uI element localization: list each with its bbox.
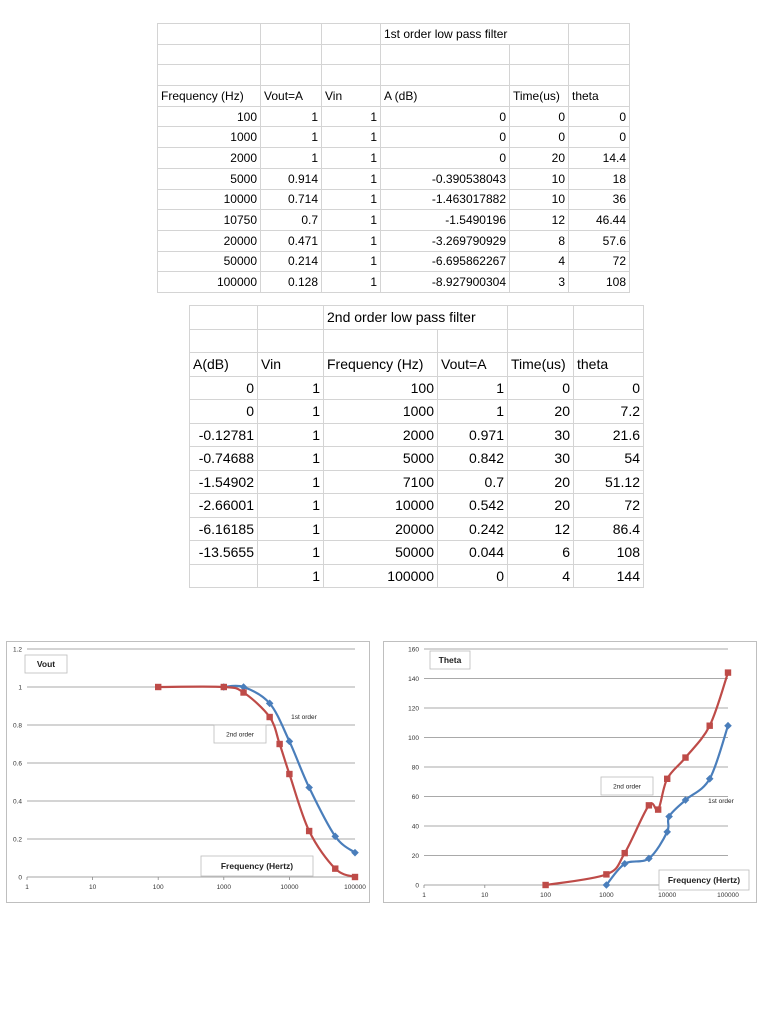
header-row xyxy=(158,86,630,107)
data-point xyxy=(332,865,338,871)
chart-title: Theta xyxy=(438,654,462,665)
table-cell: 18 xyxy=(569,168,630,189)
table-cell: 4 xyxy=(508,564,574,588)
empty-cell xyxy=(569,44,630,65)
data-point xyxy=(603,871,609,877)
empty-cell xyxy=(574,329,644,353)
table-cell: 72 xyxy=(574,494,644,518)
table-row xyxy=(158,230,630,251)
data-point xyxy=(655,806,661,812)
title-row xyxy=(158,24,630,45)
empty-cell xyxy=(438,329,508,353)
empty-cell xyxy=(261,65,322,86)
table-row xyxy=(190,564,644,588)
table-cell: -8.927900304 xyxy=(381,272,510,293)
table-cell: 1 xyxy=(322,210,381,231)
table-cell: 1 xyxy=(258,376,324,400)
table-cell: 0 xyxy=(508,376,574,400)
header-row xyxy=(190,353,644,377)
first-order-table xyxy=(157,23,630,293)
y-tick-label: 0 xyxy=(18,874,22,882)
x-tick-label: 1000 xyxy=(216,884,232,891)
table-cell: 0 xyxy=(190,400,258,424)
table-row xyxy=(190,470,644,494)
empty-cell xyxy=(381,44,510,65)
table-cell xyxy=(190,564,258,588)
table-cell: 5000 xyxy=(158,168,261,189)
empty-cell xyxy=(508,306,574,330)
table-cell: 30 xyxy=(508,447,574,471)
series-label: 2nd order xyxy=(226,731,254,739)
data-point xyxy=(286,771,292,777)
empty-cell xyxy=(510,65,569,86)
table-cell: 0.971 xyxy=(438,423,508,447)
table-row xyxy=(158,127,630,148)
table-cell: 8 xyxy=(510,230,569,251)
table-cell: 1 xyxy=(322,189,381,210)
empty-cell xyxy=(569,65,630,86)
x-axis-label: Frequency (Hertz) xyxy=(220,860,294,871)
table-cell: -1.5490196 xyxy=(381,210,510,231)
table-cell: -0.74688 xyxy=(190,447,258,471)
data-point xyxy=(240,689,246,695)
chart-border xyxy=(7,642,370,903)
table-cell: 1 xyxy=(322,272,381,293)
empty-cell xyxy=(158,44,261,65)
data-point xyxy=(646,802,652,808)
table-cell: 1 xyxy=(438,376,508,400)
table-row xyxy=(158,251,630,272)
empty-cell xyxy=(322,24,381,45)
table-row xyxy=(158,189,630,210)
y-tick-label: 40 xyxy=(411,823,419,831)
table-cell: 21.6 xyxy=(574,423,644,447)
table-cell: -6.695862267 xyxy=(381,251,510,272)
table-cell: 1 xyxy=(322,106,381,127)
column-header: theta xyxy=(574,353,644,377)
theta-chart xyxy=(383,641,757,903)
data-point xyxy=(622,850,628,856)
table-cell: 1 xyxy=(258,423,324,447)
data-point xyxy=(706,723,712,729)
table-cell: 12 xyxy=(510,210,569,231)
table-row xyxy=(158,148,630,169)
table-cell: 0 xyxy=(381,106,510,127)
y-tick-label: 80 xyxy=(411,764,419,772)
table-cell: 0 xyxy=(381,127,510,148)
table-cell: 50000 xyxy=(324,541,438,565)
table-cell: 1 xyxy=(261,148,322,169)
x-tick-label: 10 xyxy=(88,884,97,891)
table-cell: 12 xyxy=(508,517,574,541)
table-cell: -2.66001 xyxy=(190,494,258,518)
table-cell: 54 xyxy=(574,447,644,471)
table-cell: 0.7 xyxy=(261,210,322,231)
x-tick-label: 10 xyxy=(481,892,489,899)
table-cell: 2000 xyxy=(324,423,438,447)
table-row xyxy=(190,400,644,424)
empty-cell xyxy=(322,65,381,86)
table-cell: 1 xyxy=(258,541,324,565)
table-cell: 3 xyxy=(510,272,569,293)
x-tick-label: 10000 xyxy=(658,892,677,899)
table-cell: -0.12781 xyxy=(190,423,258,447)
y-tick-label: 100 xyxy=(408,735,419,742)
table-row xyxy=(190,423,644,447)
column-header: Vout=A xyxy=(261,86,322,107)
chart-border xyxy=(384,642,757,903)
column-header: Frequency (Hz) xyxy=(158,86,261,107)
table-cell: 1 xyxy=(322,230,381,251)
table-cell: 50000 xyxy=(158,251,261,272)
table-cell: -13.5655 xyxy=(190,541,258,565)
table-row xyxy=(158,168,630,189)
table-row xyxy=(190,376,644,400)
empty-cell xyxy=(569,24,630,45)
table-row xyxy=(190,447,644,471)
blank-row xyxy=(190,329,644,353)
x-tick-label: 1 xyxy=(422,892,426,899)
table-row xyxy=(158,106,630,127)
table-cell: 100000 xyxy=(158,272,261,293)
chart-title: Vout xyxy=(36,658,56,669)
data-point xyxy=(221,684,227,690)
empty-cell xyxy=(510,44,569,65)
table-cell: 1 xyxy=(438,400,508,424)
title-row xyxy=(190,306,644,330)
table-cell: 1 xyxy=(258,517,324,541)
empty-cell xyxy=(261,24,322,45)
table-cell: 86.4 xyxy=(574,517,644,541)
table-cell: 1000 xyxy=(324,400,438,424)
table-row xyxy=(190,494,644,518)
table-cell: 0.714 xyxy=(261,189,322,210)
column-header: Time(us) xyxy=(510,86,569,107)
table-row xyxy=(190,541,644,565)
table-title: 1st order low pass filter xyxy=(381,24,569,45)
column-header: theta xyxy=(569,86,630,107)
table-cell: 6 xyxy=(508,541,574,565)
y-tick-label: 1 xyxy=(18,684,22,692)
table-cell: 0 xyxy=(510,106,569,127)
empty-cell xyxy=(158,65,261,86)
table-cell: 0.914 xyxy=(261,168,322,189)
x-tick-label: 100000 xyxy=(344,884,366,891)
empty-cell xyxy=(508,329,574,353)
data-point xyxy=(352,874,358,880)
x-axis-label: Frequency (Hertz) xyxy=(667,874,741,885)
table-cell: 0 xyxy=(574,376,644,400)
table-cell: 1 xyxy=(322,127,381,148)
table-cell: -6.16185 xyxy=(190,517,258,541)
table-cell: 1 xyxy=(258,400,324,424)
data-point xyxy=(266,714,272,720)
table-cell: 7.2 xyxy=(574,400,644,424)
table-cell: 1 xyxy=(258,447,324,471)
y-tick-label: 0.8 xyxy=(12,722,22,730)
table-cell: 0 xyxy=(381,148,510,169)
series-label: 2nd order xyxy=(613,783,641,791)
blank-row xyxy=(158,65,630,86)
table-cell: 51.12 xyxy=(574,470,644,494)
table-cell: 0.044 xyxy=(438,541,508,565)
table-cell: 57.6 xyxy=(569,230,630,251)
data-point xyxy=(276,741,282,747)
table-cell: 20 xyxy=(508,470,574,494)
empty-cell xyxy=(381,65,510,86)
table-cell: 108 xyxy=(574,541,644,565)
empty-cell xyxy=(574,306,644,330)
y-tick-label: 140 xyxy=(408,676,419,683)
table-cell: 10000 xyxy=(158,189,261,210)
table-cell: 0.7 xyxy=(438,470,508,494)
table-row xyxy=(158,272,630,293)
column-header: A (dB) xyxy=(381,86,510,107)
table-cell: -1.54902 xyxy=(190,470,258,494)
table-cell: 1 xyxy=(258,470,324,494)
x-tick-label: 1 xyxy=(25,884,29,891)
empty-cell xyxy=(258,306,324,330)
table-cell: 1 xyxy=(258,494,324,518)
table-cell: 2000 xyxy=(158,148,261,169)
y-tick-label: 1.2 xyxy=(12,646,22,654)
table-cell: 4 xyxy=(510,251,569,272)
table-cell: 0 xyxy=(190,376,258,400)
series-label: 1st order xyxy=(708,798,734,805)
table-cell: -0.390538043 xyxy=(381,168,510,189)
table-cell: 46.44 xyxy=(569,210,630,231)
x-tick-label: 1000 xyxy=(599,892,614,899)
column-header: Vin xyxy=(322,86,381,107)
data-point xyxy=(682,754,688,760)
table-cell: 20 xyxy=(508,400,574,424)
table-cell: 20000 xyxy=(324,517,438,541)
table-cell: 14.4 xyxy=(569,148,630,169)
table-cell: 0.242 xyxy=(438,517,508,541)
second-order-table xyxy=(189,305,644,588)
empty-cell xyxy=(324,329,438,353)
empty-cell xyxy=(190,306,258,330)
table-cell: 20 xyxy=(510,148,569,169)
table-cell: 0 xyxy=(438,564,508,588)
table-cell: 100 xyxy=(158,106,261,127)
empty-cell xyxy=(261,44,322,65)
table-cell: 1 xyxy=(322,148,381,169)
column-header: Frequency (Hz) xyxy=(324,353,438,377)
table-cell: 1 xyxy=(261,127,322,148)
table-cell: 1 xyxy=(322,168,381,189)
y-tick-label: 0.6 xyxy=(12,760,22,768)
table-cell: 108 xyxy=(569,272,630,293)
data-point xyxy=(155,684,161,690)
table-cell: 1 xyxy=(258,564,324,588)
data-point xyxy=(725,669,731,675)
y-tick-label: 120 xyxy=(408,705,419,713)
table-cell: 100000 xyxy=(324,564,438,588)
table-cell: 72 xyxy=(569,251,630,272)
table-cell: 0 xyxy=(569,106,630,127)
x-tick-label: 100 xyxy=(540,892,552,899)
vout-chart xyxy=(6,641,370,903)
table-cell: 20000 xyxy=(158,230,261,251)
column-header: A(dB) xyxy=(190,353,258,377)
table-row xyxy=(158,210,630,231)
table-cell: 20 xyxy=(508,494,574,518)
empty-cell xyxy=(158,24,261,45)
data-point xyxy=(664,776,670,782)
column-header: Time(us) xyxy=(508,353,574,377)
table-cell: 100 xyxy=(324,376,438,400)
y-tick-label: 160 xyxy=(408,646,419,654)
blank-row xyxy=(158,44,630,65)
table-cell: 144 xyxy=(574,564,644,588)
y-tick-label: 20 xyxy=(411,853,419,860)
table-cell: 0.542 xyxy=(438,494,508,518)
column-header: Vout=A xyxy=(438,353,508,377)
empty-cell xyxy=(190,329,258,353)
table-cell: -1.463017882 xyxy=(381,189,510,210)
table-title: 2nd order low pass filter xyxy=(324,306,508,330)
data-point xyxy=(306,828,312,834)
table-cell: 1000 xyxy=(158,127,261,148)
table-cell: -3.269790929 xyxy=(381,230,510,251)
y-tick-label: 0.2 xyxy=(12,836,22,844)
x-tick-label: 10000 xyxy=(280,884,299,891)
empty-cell xyxy=(258,329,324,353)
table-cell: 36 xyxy=(569,189,630,210)
table-row xyxy=(190,517,644,541)
table-cell: 10750 xyxy=(158,210,261,231)
table-cell: 10 xyxy=(510,168,569,189)
series-label: 1st order xyxy=(291,714,317,721)
y-tick-label: 0.4 xyxy=(12,798,22,806)
table-cell: 5000 xyxy=(324,447,438,471)
x-tick-label: 100 xyxy=(152,884,164,891)
table-cell: 0 xyxy=(569,127,630,148)
table-cell: 0.214 xyxy=(261,251,322,272)
y-tick-label: 0 xyxy=(415,882,419,890)
table-cell: 1 xyxy=(322,251,381,272)
data-point xyxy=(542,882,548,888)
table-cell: 0.471 xyxy=(261,230,322,251)
table-cell: 30 xyxy=(508,423,574,447)
table-cell: 0 xyxy=(510,127,569,148)
table-cell: 10 xyxy=(510,189,569,210)
table-cell: 0.842 xyxy=(438,447,508,471)
table-cell: 10000 xyxy=(324,494,438,518)
x-tick-label: 100000 xyxy=(717,892,739,899)
y-tick-label: 60 xyxy=(411,794,419,801)
table-cell: 1 xyxy=(261,106,322,127)
column-header: Vin xyxy=(258,353,324,377)
empty-cell xyxy=(322,44,381,65)
table-cell: 0.128 xyxy=(261,272,322,293)
table-cell: 7100 xyxy=(324,470,438,494)
